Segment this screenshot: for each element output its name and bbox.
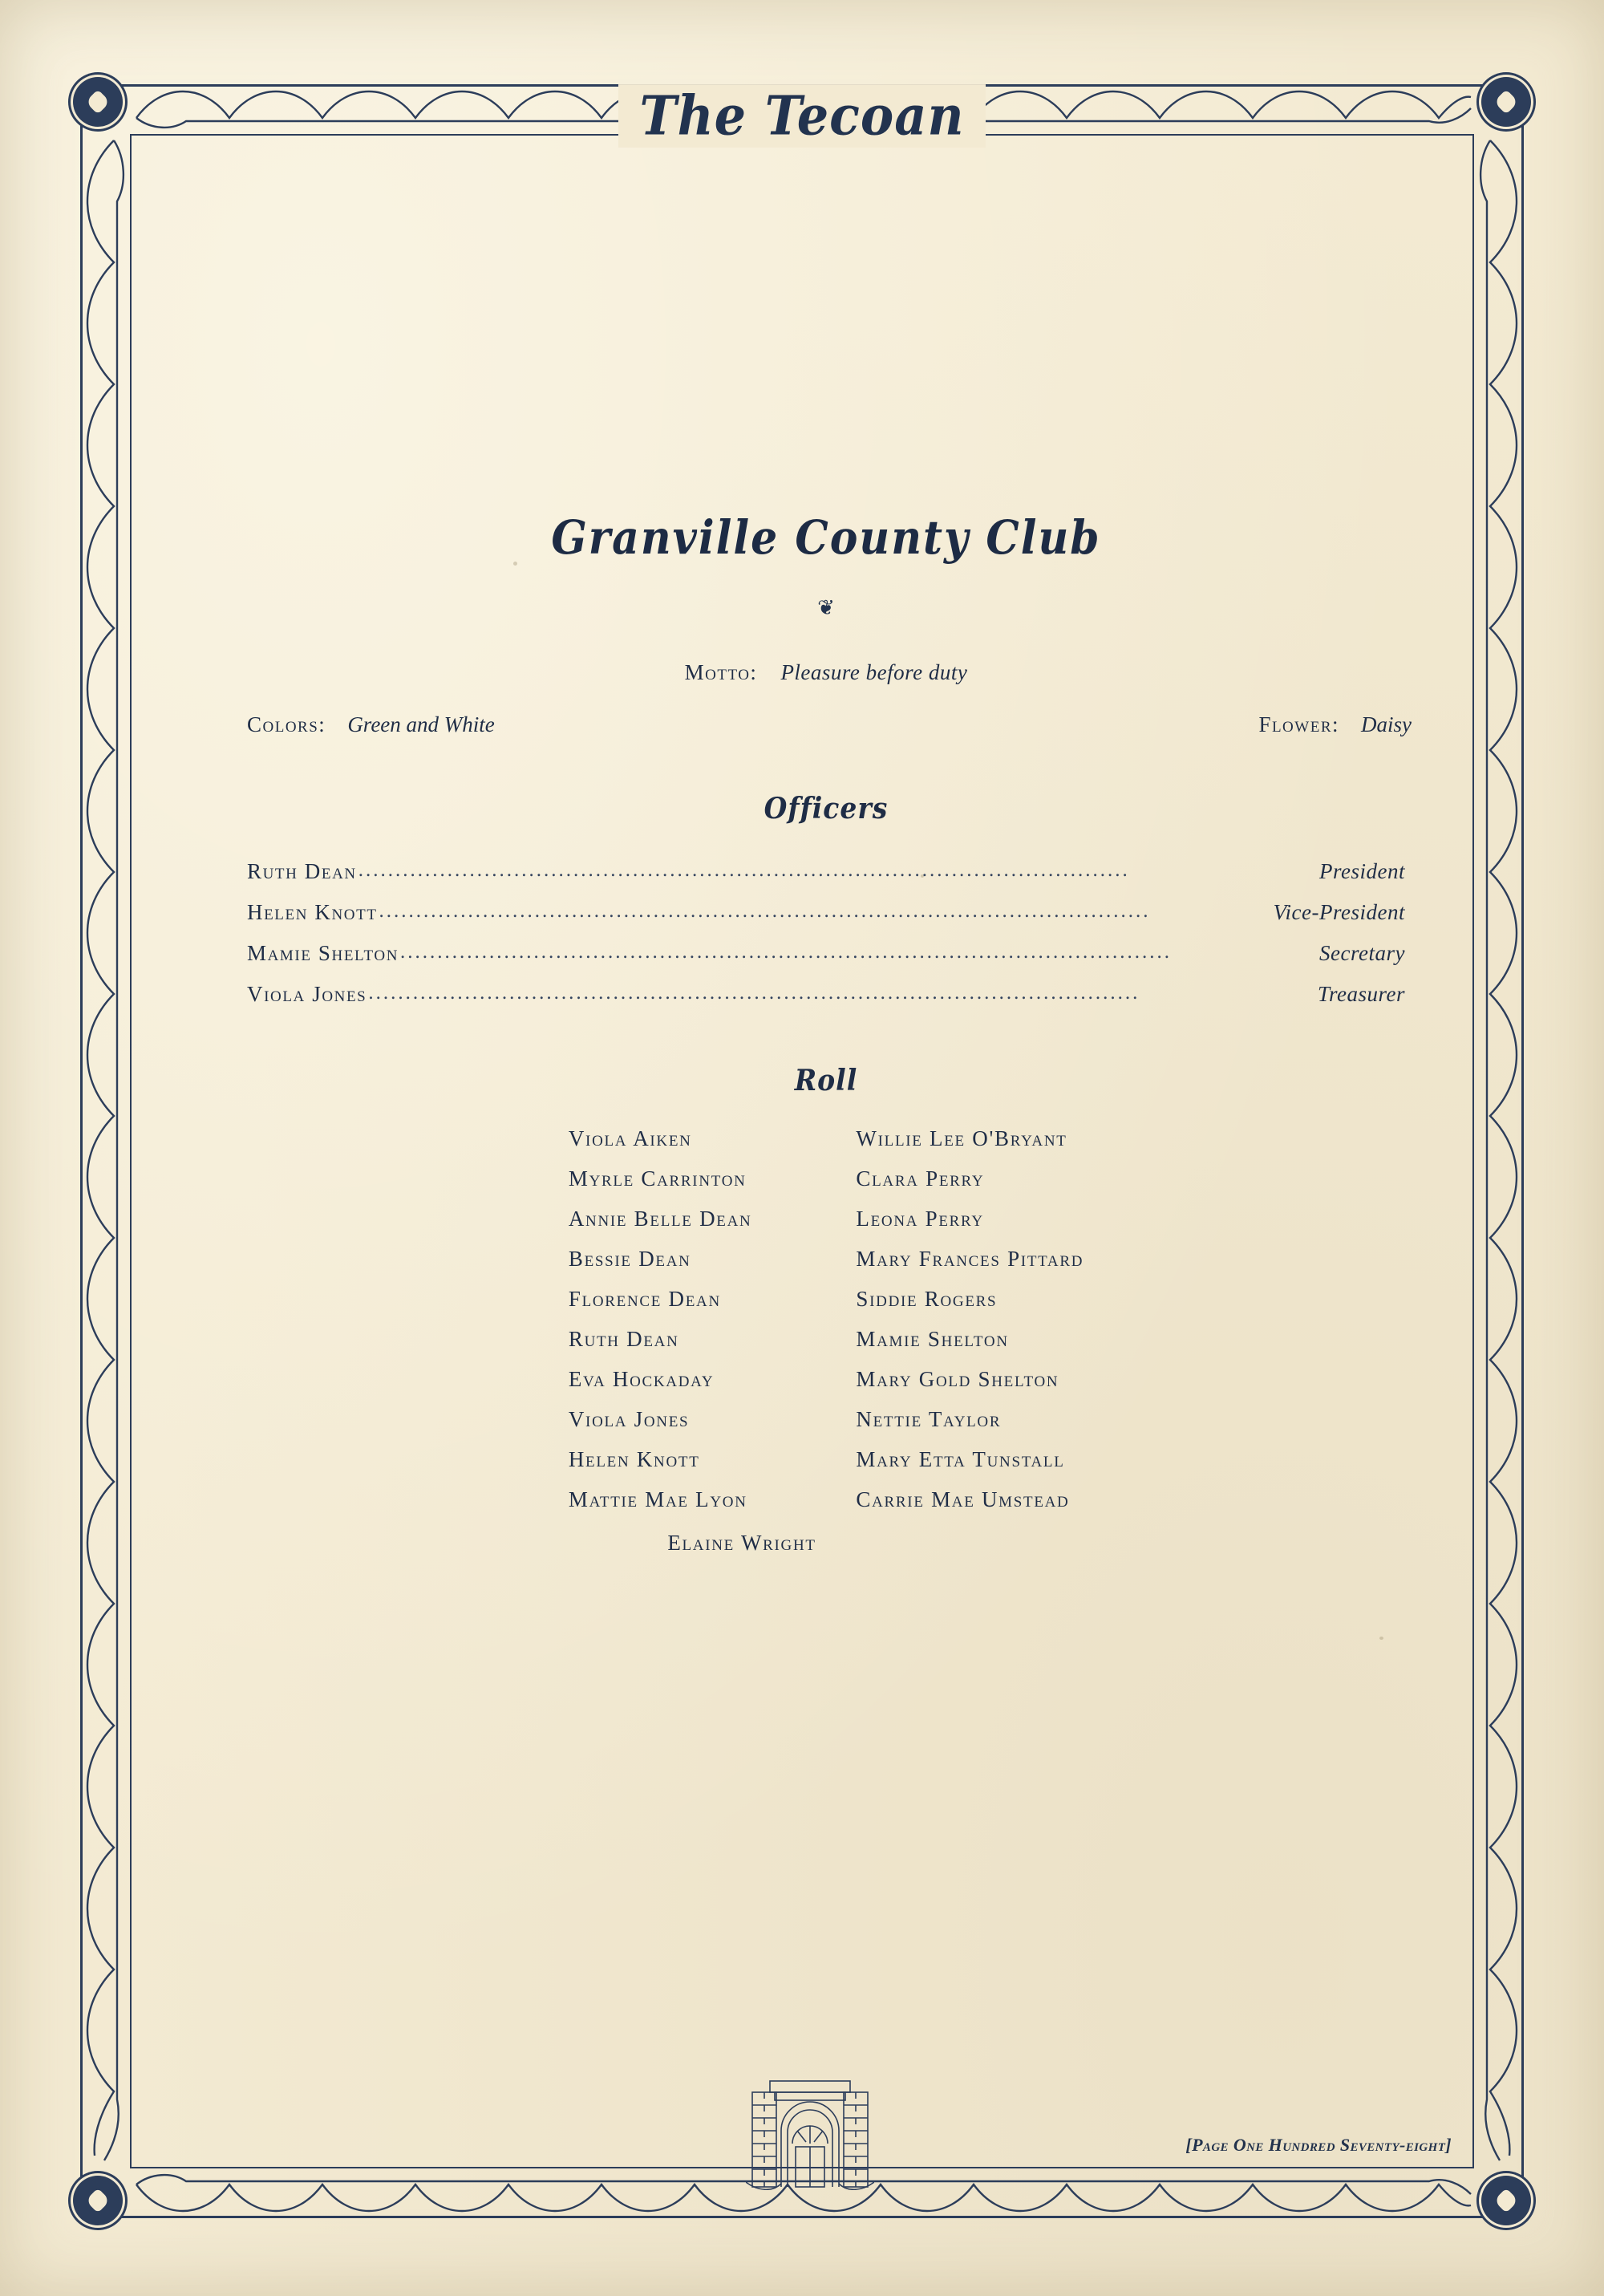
fleuron-ornament-icon: ❦ bbox=[817, 596, 835, 619]
chain-ornament-right-icon bbox=[1471, 134, 1530, 2168]
page-number bbox=[1185, 2135, 1452, 2156]
colors-flower-row bbox=[241, 712, 1412, 744]
chain-ornament-left-icon bbox=[74, 134, 133, 2168]
roll-member: Clara Perry bbox=[856, 1166, 985, 1191]
roll-member: Mary Gold Shelton bbox=[856, 1367, 1059, 1391]
page-number-label: [Page One Hundred Seventy-eight] bbox=[1185, 2135, 1452, 2155]
roll-member: Eva Hockaday bbox=[568, 1367, 715, 1391]
roll-column-left bbox=[569, 1128, 752, 1529]
roll-member: Nettie Taylor bbox=[856, 1407, 1002, 1431]
motto-value: Pleasure before duty bbox=[780, 660, 968, 684]
officer-role: Secretary bbox=[1319, 941, 1405, 965]
roll-member: Leona Perry bbox=[856, 1207, 984, 1231]
roll-section bbox=[241, 1128, 1412, 1554]
officer-row bbox=[247, 859, 1405, 884]
roll-member: Florence Dean bbox=[568, 1287, 721, 1311]
gateway-emblem-icon bbox=[746, 2070, 874, 2190]
dot-leader: ........................................................................................................ bbox=[358, 859, 1130, 881]
officer-row bbox=[247, 900, 1405, 925]
roll-member: Myrle Carrinton bbox=[568, 1166, 747, 1191]
colors-label: Colors: bbox=[247, 712, 326, 736]
colors-group bbox=[247, 712, 495, 737]
roll-member: Carrie Mae Umstead bbox=[856, 1487, 1070, 1511]
page-content bbox=[241, 510, 1412, 1572]
page-title: Granville County Club bbox=[551, 510, 1101, 566]
roll-member: Viola Jones bbox=[568, 1407, 690, 1431]
roll-member: Mary Etta Tunstall bbox=[856, 1447, 1065, 1471]
officer-name: Ruth Dean bbox=[247, 859, 357, 883]
officer-row bbox=[247, 982, 1405, 1007]
motto-row bbox=[241, 660, 1412, 685]
flower-value: Daisy bbox=[1361, 712, 1412, 736]
officer-name: Viola Jones bbox=[247, 982, 367, 1006]
masthead-title: The Tecoan bbox=[618, 84, 985, 148]
roll-member: Elaine Wright bbox=[667, 1531, 816, 1555]
corner-medallion-bottom-left-icon bbox=[73, 2176, 123, 2225]
roll-member: Mamie Shelton bbox=[856, 1327, 1009, 1351]
officer-role: Treasurer bbox=[1317, 982, 1405, 1006]
dot-leader: ........................................................................................................ bbox=[379, 900, 1151, 922]
flower-group bbox=[1258, 712, 1412, 737]
roll-member: Helen Knott bbox=[568, 1447, 700, 1471]
roll-member: Mattie Mae Lyon bbox=[568, 1487, 747, 1511]
dot-leader: ........................................................................................................ bbox=[400, 941, 1173, 963]
motto-label: Motto: bbox=[684, 660, 758, 684]
corner-medallion-bottom-right-icon bbox=[1481, 2176, 1531, 2225]
roll-heading: Roll bbox=[794, 1063, 858, 1097]
roll-columns bbox=[241, 1128, 1412, 1529]
flower-label: Flower: bbox=[1258, 712, 1339, 736]
dot-leader: ........................................................................................................ bbox=[368, 982, 1140, 1004]
roll-member: Annie Belle Dean bbox=[568, 1207, 752, 1231]
roll-member: Siddie Rogers bbox=[856, 1287, 998, 1311]
officer-role: President bbox=[1319, 859, 1405, 883]
roll-member: Bessie Dean bbox=[568, 1247, 691, 1271]
book-masthead bbox=[0, 84, 1604, 148]
officers-heading: Officers bbox=[764, 791, 889, 826]
officer-name: Mamie Shelton bbox=[247, 941, 399, 965]
officer-row bbox=[247, 941, 1405, 966]
roll-column-right bbox=[856, 1128, 1084, 1529]
officer-role: Vice-President bbox=[1273, 900, 1405, 924]
roll-member: Willie Lee O'Bryant bbox=[856, 1126, 1067, 1150]
roll-member: Ruth Dean bbox=[568, 1327, 679, 1351]
colors-value: Green and White bbox=[347, 712, 495, 736]
officer-name: Helen Knott bbox=[247, 900, 378, 924]
officers-list bbox=[241, 859, 1412, 1007]
roll-member: Mary Frances Pittard bbox=[856, 1247, 1084, 1271]
roll-member: Viola Aiken bbox=[568, 1126, 692, 1150]
